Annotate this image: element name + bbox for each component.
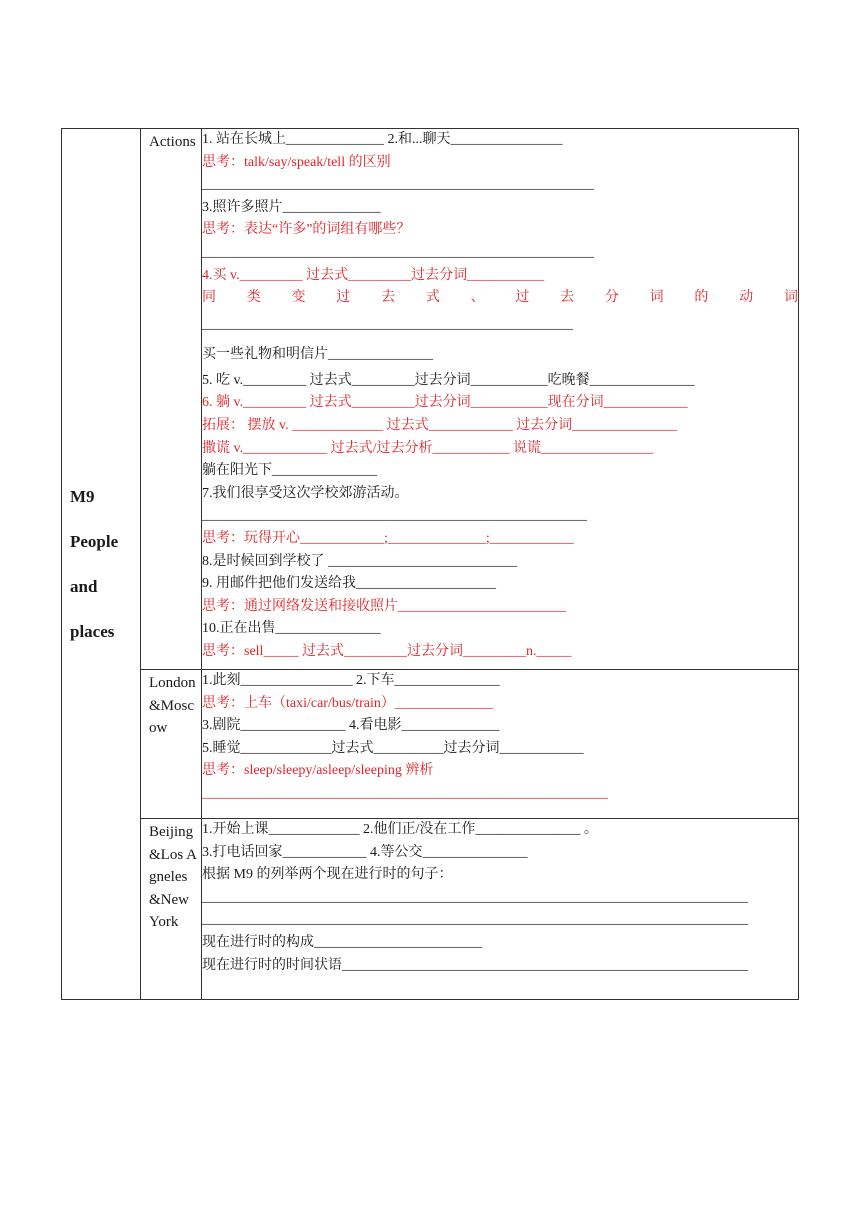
worksheet-line: 躺在阳光下_______________: [202, 463, 377, 479]
worksheet-line: 现在进行时的时间状语__________________________________________________________: [202, 957, 748, 973]
worksheet-line: 思考：上车（taxi/car/bus/train）______________: [202, 695, 493, 711]
justified-char: 分: [604, 290, 619, 306]
worksheet-line: 3.剧院_______________ 4.看电影______________: [202, 718, 500, 734]
justified-char: 过: [515, 290, 530, 306]
worksheet-line: 撒谎 v.____________ 过去式/过去分析___________ 说谎________________: [202, 440, 653, 456]
section-label-actions: Actions: [149, 134, 196, 150]
section-label-beijing-la-ny: Beijing&Los Agneles&New York: [149, 824, 197, 930]
worksheet-line: ________________________________________________________: [202, 244, 594, 260]
worksheet-line: __________________________________________________________: [202, 785, 608, 801]
justified-char: 词: [649, 290, 664, 306]
justified-char: 式: [425, 290, 440, 306]
justified-char: 去: [560, 290, 575, 306]
section-label-london-moscow: London&Moscow: [149, 675, 196, 736]
worksheet-line: _____________________________________________________: [202, 316, 573, 332]
justified-char: 、: [470, 290, 485, 306]
section-label-cell: [141, 819, 202, 1000]
worksheet-line: 根据 M9 的列举两个现在进行时的句子：: [202, 867, 453, 883]
module-cell: [62, 129, 141, 1000]
worksheet-line: ______________________________________________________________________________: [202, 912, 748, 928]
justified-char: 类: [246, 290, 261, 306]
module-title-line: places: [70, 622, 115, 641]
worksheet-line: 8.是时候回到学校了 ___________________________: [202, 553, 517, 569]
justified-char: 过: [336, 290, 351, 306]
module-title: [62, 474, 140, 654]
justified-char: 同: [202, 290, 216, 306]
worksheet-line: 现在进行时的构成________________________: [202, 934, 482, 950]
worksheet-line: 1.此刻________________ 2.下车_______________: [202, 673, 500, 688]
worksheet-table: [61, 128, 799, 1000]
justified-char: 的: [694, 290, 709, 306]
worksheet-line: 1.开始上课_____________ 2.他们正/没在工作_______________ 。: [202, 822, 598, 837]
section-label-cell: [141, 129, 202, 670]
worksheet-line: 5.睡觉_____________过去式__________过去分词____________: [202, 740, 584, 756]
worksheet-line: 9. 用邮件把他们发送给我____________________: [202, 576, 496, 592]
worksheet-line: 5. 吃 v._________ 过去式_________过去分词___________吃晚餐_______________: [202, 372, 695, 388]
worksheet-line: 4.买 v._________ 过去式_________过去分词___________: [202, 267, 545, 283]
worksheet-line: 思考：sleep/sleepy/asleep/sleeping 辨析: [202, 763, 434, 779]
section-content-london-moscow: [202, 670, 799, 819]
justified-char: 词: [783, 290, 798, 306]
justified-char: 动: [739, 290, 754, 306]
justified-char: 变: [291, 290, 306, 306]
worksheet-line: 思考：通过网络发送和接收照片________________________: [202, 598, 566, 614]
worksheet-line: 思考：talk/say/speak/tell 的区别: [202, 154, 391, 170]
worksheet-line: 1. 站在长城上______________ 2.和...聊天________________: [202, 132, 563, 147]
worksheet-line: 思考：sell_____ 过去式_________过去分词_________n._____: [202, 643, 572, 659]
worksheet-line: 思考：玩得开心____________;______________;____________: [202, 530, 574, 546]
worksheet-line: _______________________________________________________: [202, 508, 587, 524]
justified-line: [202, 287, 798, 310]
section-content-beijing-la-ny: [202, 819, 799, 1000]
module-title-line: M9: [70, 487, 95, 506]
module-title-line: People: [70, 532, 119, 551]
worksheet-line: 6. 躺 v._________ 过去式_________过去分词___________现在分词____________: [202, 395, 688, 411]
module-title-line: and: [70, 577, 98, 596]
worksheet-line: 10.正在出售_______________: [202, 621, 381, 637]
worksheet-line: ________________________________________________________: [202, 177, 594, 193]
section-label-cell: [141, 670, 202, 819]
worksheet-line: 3.打电话回家____________ 4.等公交_______________: [202, 844, 528, 860]
worksheet-line: ______________________________________________________________________________: [202, 889, 748, 905]
worksheet-line: 买一些礼物和明信片_______________: [202, 346, 433, 362]
worksheet-line: 拓展： 摆放 v. _____________ 过去式____________ 过去分词_______________: [202, 417, 678, 433]
section-content-actions: [202, 129, 799, 670]
worksheet-line: 7.我们很享受这次学校郊游活动。: [202, 485, 409, 501]
worksheet-line: 3.照许多照片______________: [202, 199, 381, 215]
worksheet-line: 思考：表达“许多”的词组有哪些？: [202, 222, 411, 238]
justified-char: 去: [381, 290, 396, 306]
